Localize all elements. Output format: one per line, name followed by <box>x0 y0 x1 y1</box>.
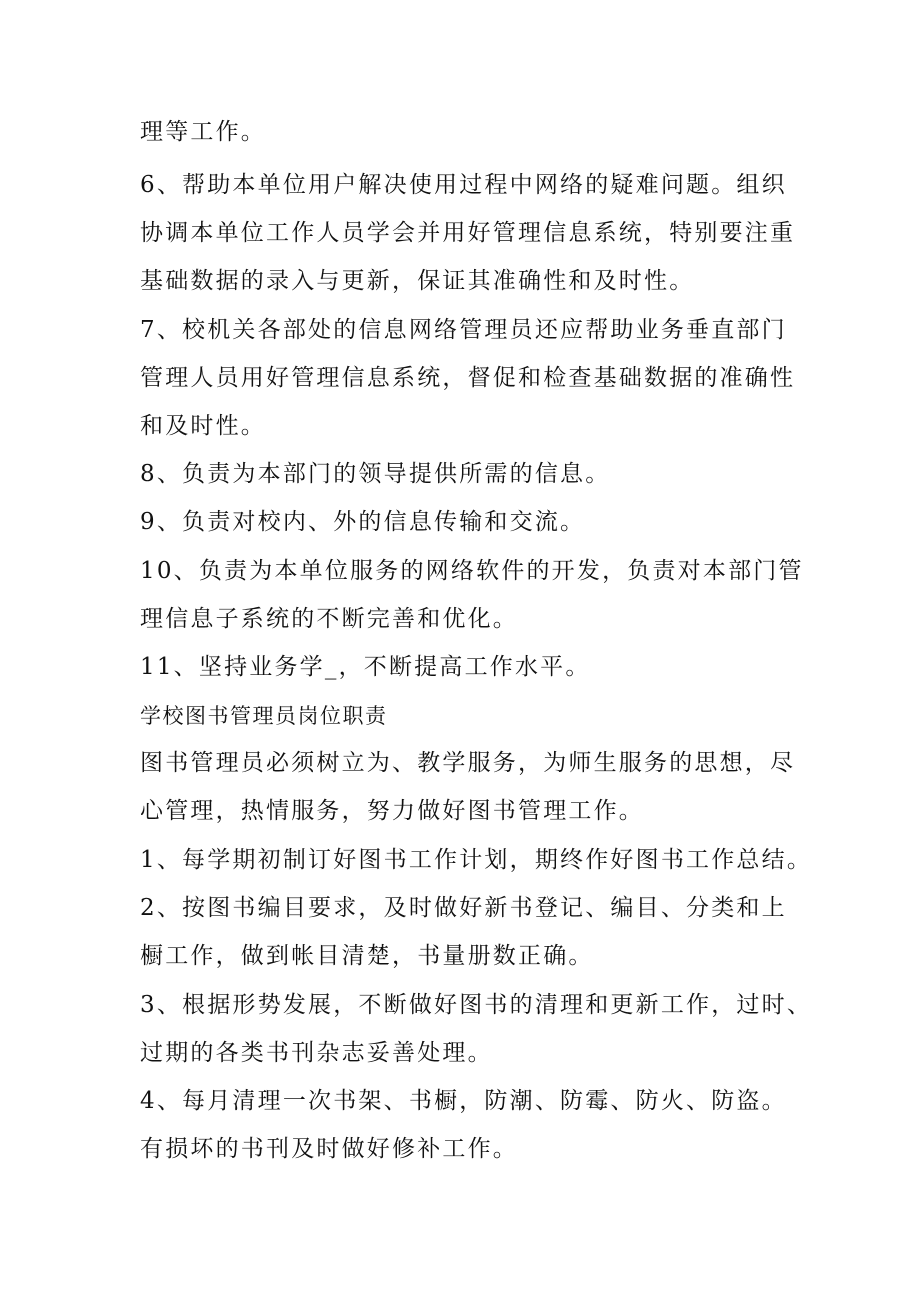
text-line: 2、按图书编目要求，及时做好新书登记、编目、分类和上 <box>140 895 787 921</box>
text-line: 7、校机关各部处的信息网络管理员还应帮助业务垂直部门 <box>140 317 787 343</box>
section-title: 学校图书管理员岗位职责 <box>140 704 388 728</box>
text-line: 心管理，热情服务，努力做好图书管理工作。 <box>140 798 644 824</box>
text-line: 3、根据形势发展，不断做好图书的清理和更新工作，过时、 <box>140 992 813 1018</box>
text-line: 图书管理员必须树立为、教学服务，为师生服务的思想，尽 <box>140 750 796 776</box>
text-line: 过期的各类书刊杂志妥善处理。 <box>140 1040 493 1066</box>
text-line: 和及时性。 <box>140 413 266 439</box>
text-line: 橱工作，做到帐目清楚，书量册数正确。 <box>140 943 594 969</box>
text-line: 基础数据的录入与更新，保证其准确性和及时性。 <box>140 268 695 294</box>
text-line: 有损坏的书刊及时做好修补工作。 <box>140 1136 518 1162</box>
text-line: 协调本单位工作人员学会并用好管理信息系统，特别要注重 <box>140 220 796 246</box>
text-line: 10、负责为本单位服务的网络软件的开发，负责对本部门管 <box>140 558 804 584</box>
text-line: 理等工作。 <box>140 119 266 145</box>
text-line: 管理人员用好管理信息系统，督促和检查基础数据的准确性 <box>140 365 796 391</box>
text-line: 11、坚持业务学_，不断提高工作水平。 <box>140 654 591 680</box>
text-line: 6、帮助本单位用户解决使用过程中网络的疑难问题。组织 <box>140 172 787 198</box>
text-line: 1、每学期初制订好图书工作计划，期终作好图书工作总结。 <box>140 847 813 873</box>
text-line: 理信息子系统的不断完善和优化。 <box>140 606 518 632</box>
text-line: 4、每月清理一次书架、书橱，防潮、防霉、防火、防盗。 <box>140 1088 787 1114</box>
text-line: 8、负责为本部门的领导提供所需的信息。 <box>140 461 611 487</box>
text-line: 9、负责对校内、外的信息传输和交流。 <box>140 509 586 535</box>
